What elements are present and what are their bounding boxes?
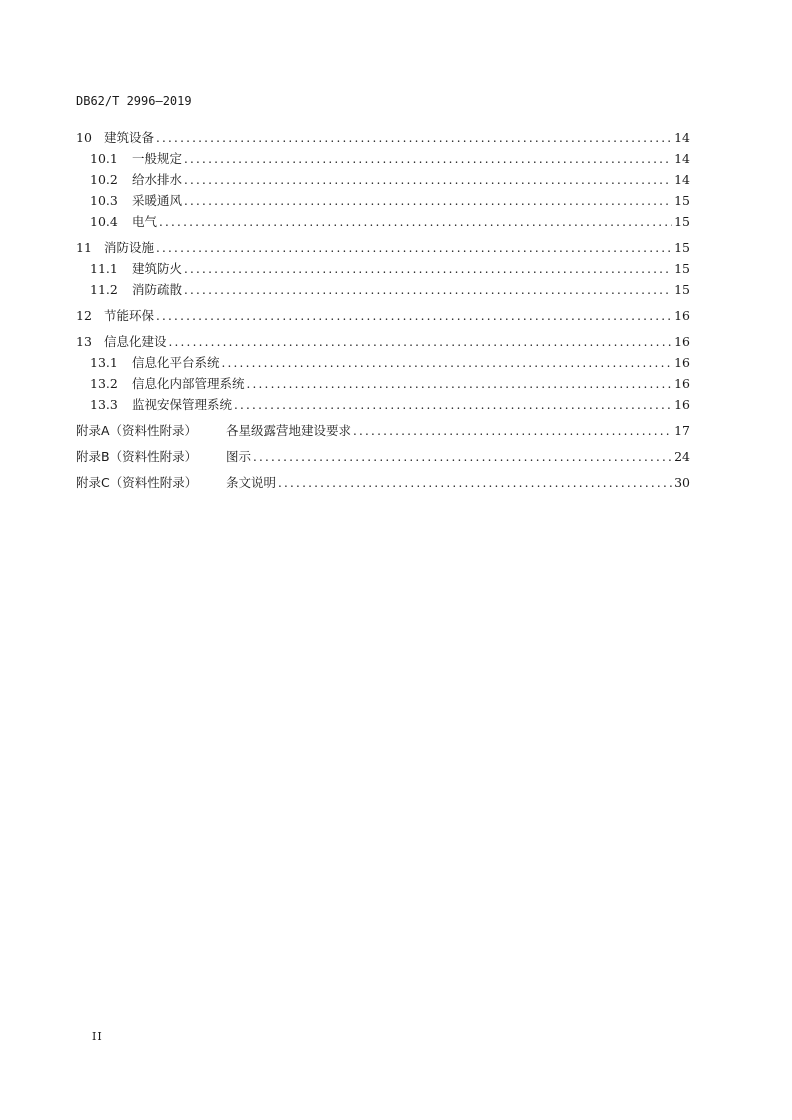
document-code: DB62/T 2996—2019 <box>76 94 192 108</box>
toc-page: 15 <box>674 282 690 297</box>
toc-page: 15 <box>674 240 690 255</box>
toc-number: 附录B（资料性附录） <box>76 449 198 464</box>
dot-leader <box>184 170 672 191</box>
toc-entry-appendix-c[interactable] <box>76 472 690 493</box>
toc-number: 10 <box>76 130 92 145</box>
toc-number: 13.1 <box>90 355 118 370</box>
toc-entry-12[interactable] <box>76 305 690 326</box>
toc-page: 30 <box>674 475 690 490</box>
dot-leader <box>184 149 672 170</box>
toc-title: 监视安保管理系统 <box>132 397 233 412</box>
toc-entry-13-2[interactable] <box>76 373 690 394</box>
toc-title: 消防疏散 <box>132 282 183 297</box>
dot-leader <box>169 332 673 353</box>
toc-entry-10-3[interactable] <box>76 190 690 211</box>
toc-page: 14 <box>674 172 690 187</box>
toc-number: 10.2 <box>90 172 118 187</box>
toc-number: 10.3 <box>90 193 118 208</box>
toc-title: 各星级露营地建设要求 <box>226 423 352 438</box>
toc-page: 16 <box>674 397 690 412</box>
toc-title: 信息化平台系统 <box>132 355 220 370</box>
toc-title: 信息化建设 <box>104 334 167 349</box>
toc-title: 图示 <box>226 449 252 464</box>
toc-number: 11.1 <box>90 261 118 276</box>
toc-number: 12 <box>76 308 92 323</box>
toc-number: 13 <box>76 334 92 349</box>
toc-entry-appendix-a[interactable] <box>76 420 690 441</box>
toc-entry-10-2[interactable] <box>76 169 690 190</box>
toc-title: 信息化内部管理系统 <box>132 376 245 391</box>
table-of-contents <box>76 127 690 493</box>
toc-title: 建筑设备 <box>104 130 155 145</box>
toc-entry-appendix-b[interactable] <box>76 446 690 467</box>
toc-number: 10.1 <box>90 151 118 166</box>
dot-leader <box>156 306 672 327</box>
toc-entry-11[interactable] <box>76 237 690 258</box>
toc-page: 15 <box>674 193 690 208</box>
toc-page: 16 <box>674 376 690 391</box>
toc-page: 14 <box>674 151 690 166</box>
toc-entry-11-1[interactable] <box>76 258 690 279</box>
dot-leader <box>184 259 672 280</box>
toc-title: 条文说明 <box>226 475 277 490</box>
toc-title: 给水排水 <box>132 172 183 187</box>
toc-entry-13-3[interactable] <box>76 394 690 415</box>
toc-number: 附录C（资料性附录） <box>76 475 198 490</box>
toc-title: 一般规定 <box>132 151 183 166</box>
toc-page: 15 <box>674 214 690 229</box>
page-folio: II <box>92 1030 103 1043</box>
toc-entry-10-4[interactable] <box>76 211 690 232</box>
dot-leader <box>159 212 672 233</box>
dot-leader <box>353 421 672 442</box>
toc-number: 13.3 <box>90 397 118 412</box>
toc-number: 13.2 <box>90 376 118 391</box>
dot-leader <box>184 280 672 301</box>
toc-number: 11 <box>76 240 92 255</box>
dot-leader <box>156 128 672 149</box>
toc-page: 16 <box>674 355 690 370</box>
toc-page: 16 <box>674 308 690 323</box>
toc-page: 15 <box>674 261 690 276</box>
toc-page: 16 <box>674 334 690 349</box>
toc-entry-11-2[interactable] <box>76 279 690 300</box>
toc-title: 消防设施 <box>104 240 155 255</box>
toc-entry-13[interactable] <box>76 331 690 352</box>
dot-leader <box>253 447 672 468</box>
toc-entry-10[interactable] <box>76 127 690 148</box>
toc-title: 采暖通风 <box>132 193 183 208</box>
toc-entry-10-1[interactable] <box>76 148 690 169</box>
toc-page: 24 <box>674 449 690 464</box>
toc-page: 14 <box>674 130 690 145</box>
dot-leader <box>247 374 673 395</box>
toc-title: 电气 <box>132 214 158 229</box>
toc-number: 附录A（资料性附录） <box>76 423 198 438</box>
toc-title: 节能环保 <box>104 308 155 323</box>
toc-page: 17 <box>674 423 690 438</box>
dot-leader <box>156 238 672 259</box>
dot-leader <box>234 395 672 416</box>
dot-leader <box>184 191 672 212</box>
toc-title: 建筑防火 <box>132 261 183 276</box>
toc-entry-13-1[interactable] <box>76 352 690 373</box>
toc-number: 10.4 <box>90 214 118 229</box>
dot-leader <box>278 473 672 494</box>
dot-leader <box>222 353 673 374</box>
toc-number: 11.2 <box>90 282 118 297</box>
